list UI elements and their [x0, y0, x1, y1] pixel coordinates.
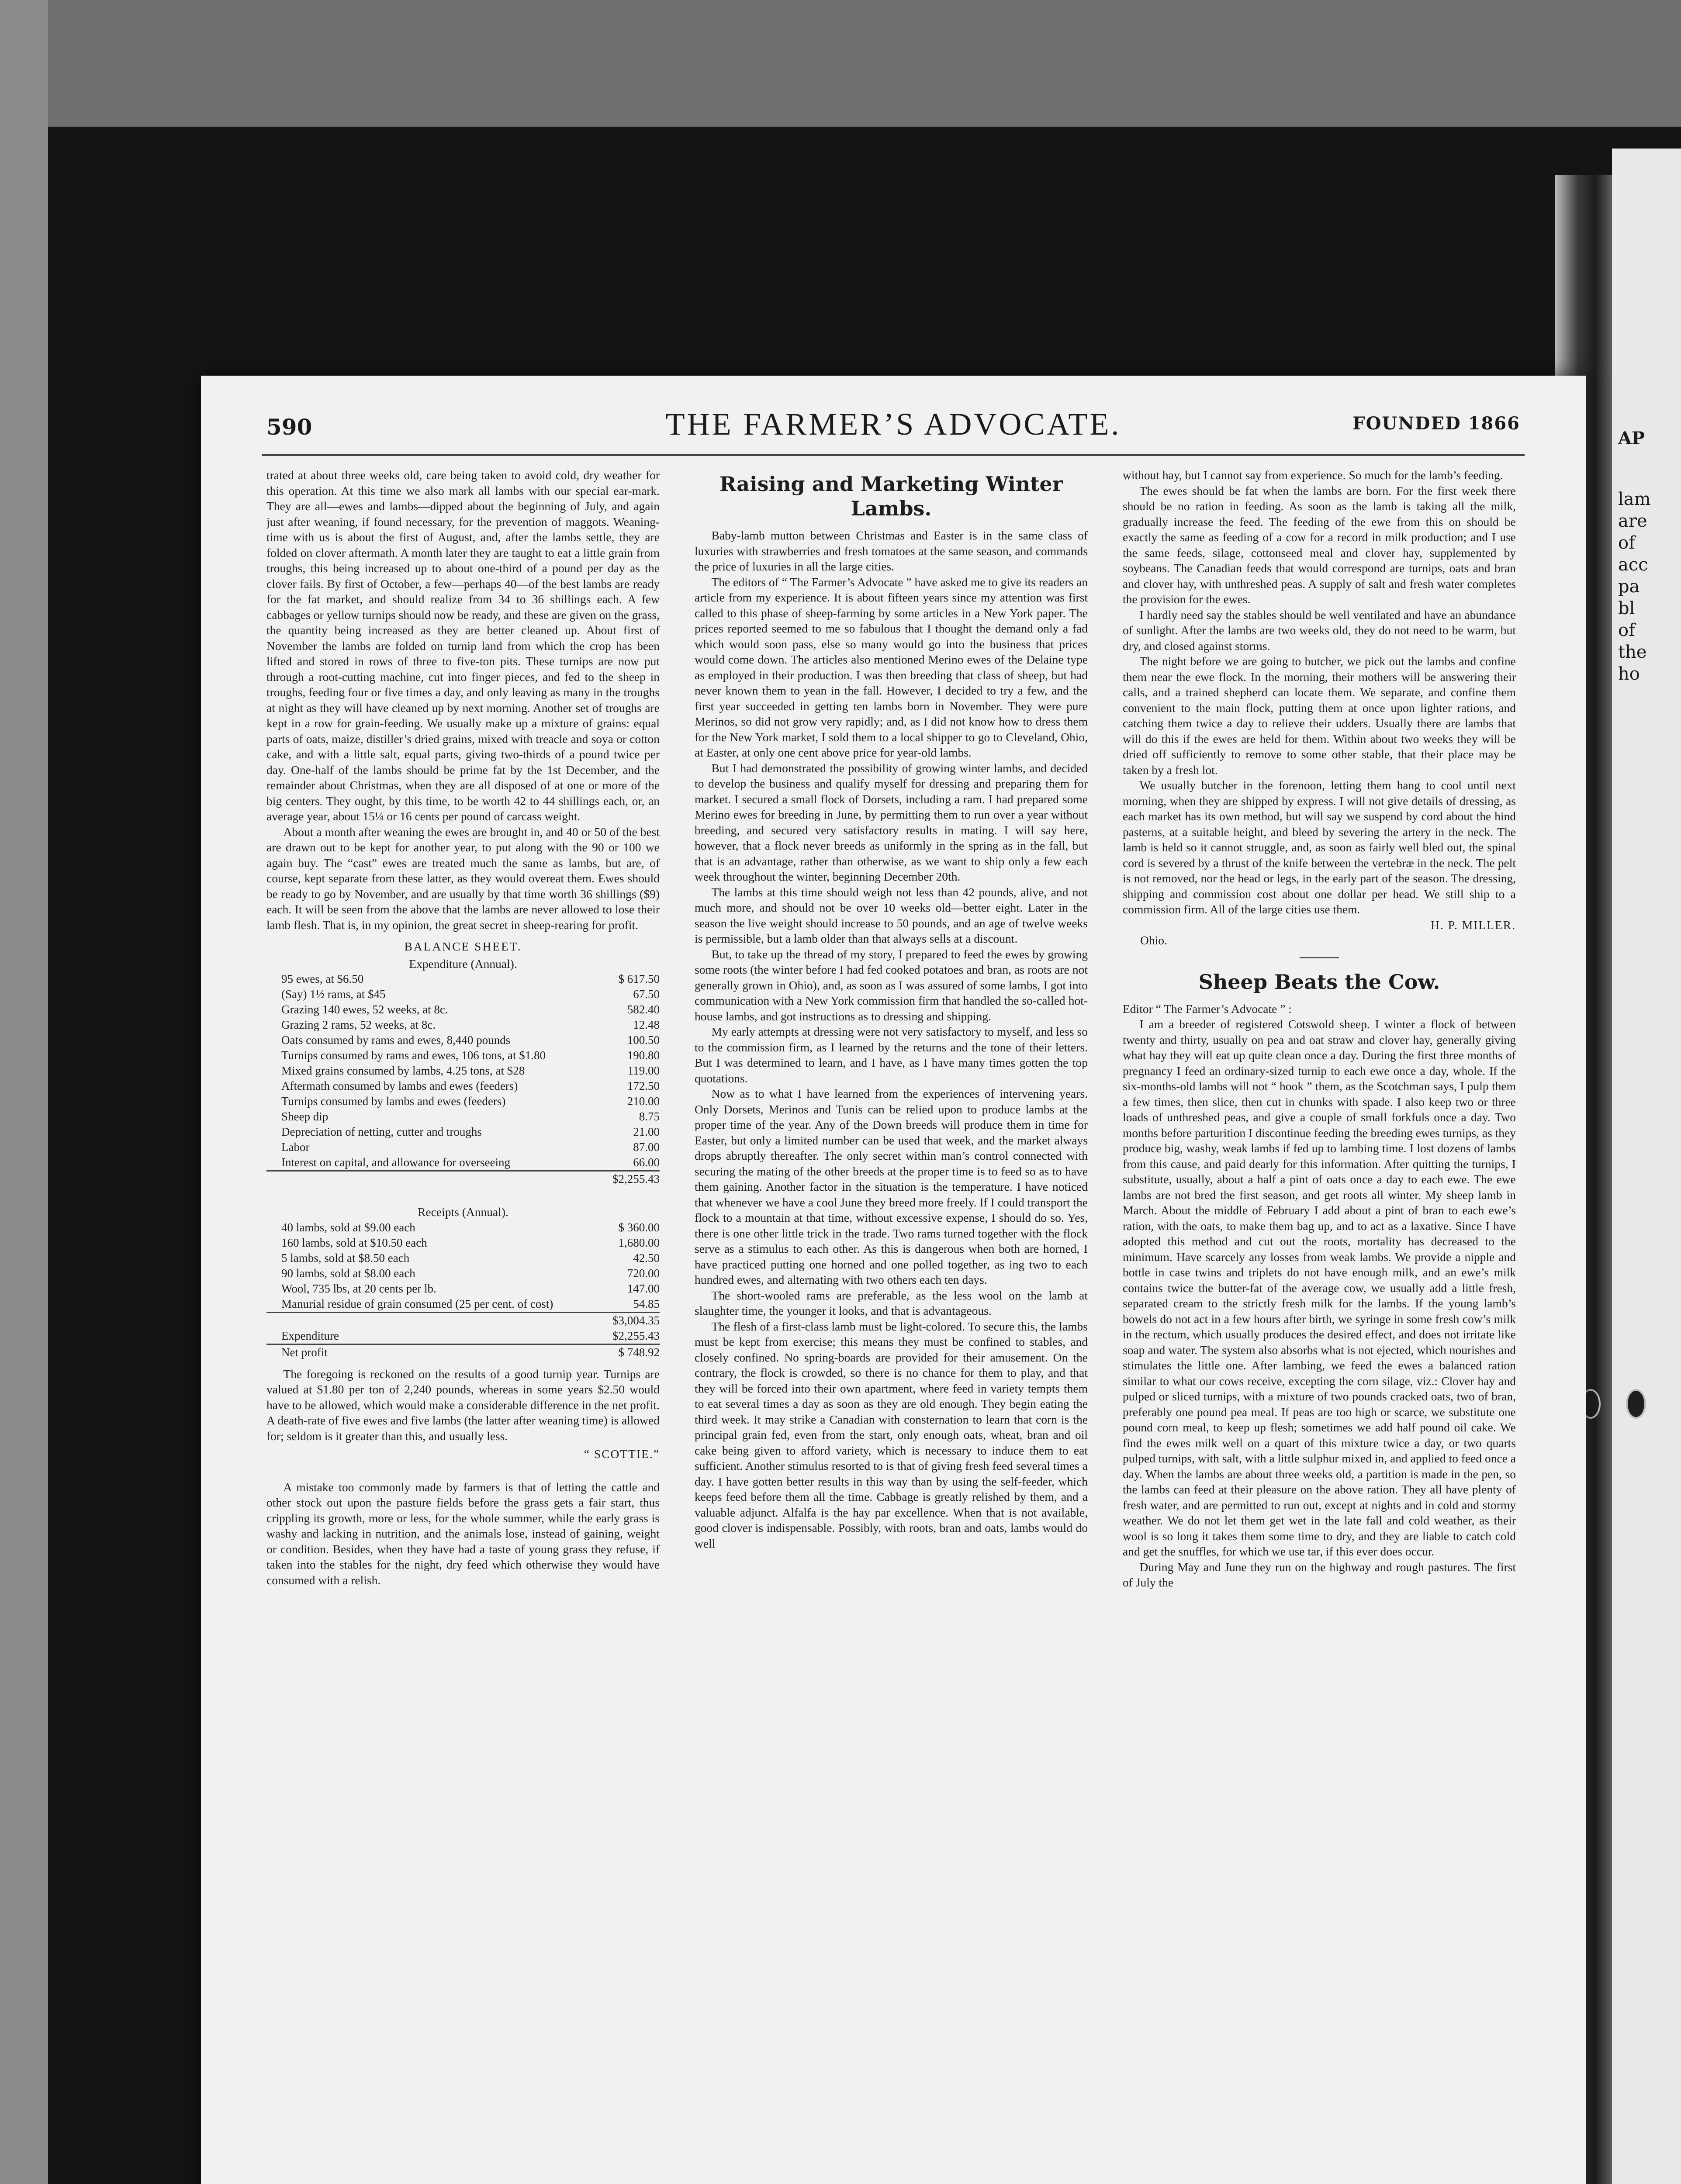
ledger-label: Wool, 735 lbs, at 20 cents per lb. [281, 1282, 436, 1295]
ledger-amount: 87.00 [633, 1140, 660, 1154]
facing-page-strip [1612, 149, 1681, 2184]
facing-page-fragment: pa [1618, 577, 1640, 597]
ledger-row [266, 1124, 660, 1140]
facing-page-fragment: lam [1618, 489, 1651, 509]
ledger-amount: 42.50 [633, 1251, 660, 1265]
ledger-row [266, 1296, 660, 1313]
facing-page-fragment: AP [1618, 428, 1645, 449]
facing-page-fragment: of [1618, 533, 1635, 553]
ledger-label: Grazing 140 ewes, 52 weeks, at 8c. [281, 1003, 448, 1016]
ledger-row [266, 1048, 660, 1063]
ledger-row [266, 1281, 660, 1296]
net-profit-label: Net profit [266, 1344, 590, 1360]
article-paragraph: About a month after weaning the ewes are brought in, and 40 or 50 of the best are drawn out to be kept for another year, to put along with the 90 or 100 we again buy. The “cast” ewes are treated much the same as lambs, but are, of course, kept separate from these latter, as they would overeat them. Ewes should be ready to go by November, and are usually by that time worth 36 shillings ($9) each. It will be seen from the above that the lambs are never allowed to lose their lamb flesh. That is, in my opinion, the great secret in sheep-rearing for profit. [266, 825, 660, 932]
article-heading: Sheep Beats the Cow. [1198, 970, 1440, 994]
expenditure-table [266, 971, 660, 1187]
article-paragraph: trated at about three weeks old, care being taken to avoid cold, dry weather for this operation. At this time we also mark all lambs with our special ear-mark. They are all—ewes and lambs—dipped about the beginning of July, and again just after weaning, if found necessary, for the prevention of maggots. Weaning-time with us is about the first of August, and, after the lambs settle, they are folded on clover aftermath. A month later they are taught to eat a little grain from troughs, this being increased up to about one-third of a pound per day as the clover fails. By first of October, a few—perhaps 40—of the best lambs are ready for the fat market, and should realize from 34 to 36 shillings each. A few cabbages or yellow turnips should now be ready, and these are given on the grass, the quantity being increased as they are better cleaned up. About first of November the lambs are folded on turnip land from which the crop has been lifted and stored in rows of three to five-ton pits. These turnips are now put through a root-cutting machine, cut into finger pieces, and fed to the sheep in troughs, feeding four or five times a day, and only leaving as many in the troughs at night as they will have cleaned up by next morning. Another set of troughs are kept in a row for grain-feeding. We usually make up a mixture of grains: equal parts of oats, maize, distiller’s dried grains, mixed with treacle and soya or cotton cake, and with a little salt, equal parts, giving two-thirds of a pound twice per day. One-half of the lambs should be prime fat by the 1st December, and the remainder about Christmas, when they are all disposed of at one or more of the big centers. They ought, by this time, to be worth 42 to 44 shillings each, or, an average year, about 15¼ or 16 cents per pound of carcass weight. [266, 468, 660, 823]
ledger-row [266, 1094, 660, 1109]
article-paragraph: We usually butcher in the forenoon, letting them hang to cool until next morning, when they are shipped by express. I will not give details of dressing, as each market has its own method, but will say we suspend by cord about the hind pasterns, at a suitable height, and bleed by severing the artery in the neck. The lamb is held so it cannot struggle, and, as soon as fairly well bled out, the spinal cord is severed by a thrust of the knife between the vertebræ in the neck. The pelt is not removed, nor the head or legs, in the early part of the season. The dressing, shipping and commission cost about one dollar per head. We still ship to a commission firm. All of the large cities use them. [1123, 778, 1516, 916]
founded-label: FOUNDED 1866 [1352, 413, 1520, 434]
ledger-label: Interest on capital, and allowance for overseeing [281, 1156, 511, 1169]
ledger-label: Turnips consumed by lambs and ewes (feeders) [281, 1095, 506, 1108]
ledger-label: 90 lambs, sold at $8.00 each [281, 1266, 415, 1280]
ledger-row [266, 1033, 660, 1048]
ledger-row [266, 1328, 660, 1344]
receipts-title: Receipts (Annual). [418, 1205, 508, 1219]
column-3 [1123, 467, 1516, 2184]
ledger-amount: 8.75 [639, 1110, 660, 1123]
ledger-amount: 172.50 [627, 1079, 660, 1092]
balance-sheet-title: BALANCE SHEET. [404, 940, 522, 953]
article-signature: “ SCOTTIE.” [584, 1447, 660, 1461]
ledger-amount: $2,255.43 [612, 1329, 660, 1342]
ledger-label: 40 lambs, sold at $9.00 each [281, 1220, 415, 1234]
head-rule [262, 454, 1525, 456]
facing-page-fragment: the [1618, 642, 1647, 662]
ledger-amount: 582.40 [627, 1003, 660, 1016]
ledger-row [266, 1078, 660, 1094]
ledger-label: Depreciation of netting, cutter and troughs [281, 1125, 482, 1138]
ledger-amount: 66.00 [633, 1156, 660, 1169]
facing-page-fragment: of [1618, 620, 1635, 640]
author-name: H. P. MILLER. [1431, 918, 1516, 932]
article-paragraph: I am a breeder of registered Cotswold sheep. I winter a flock of between twenty and thirty, usually on pea and oat straw and clover hay, generally giving what hay they will eat up quite clean once a day. During the first three months of pregnancy I feed an ordinary-sized turnip to each ewe once a day, whole. If the six-months-old lambs will not “ hook ” them, as the Scotchman says, I pulp them a few times, then slice, then cut in chunks with spade. I also keep two or three loads of unthreshed peas, and give a couple of small forkfuls once a day. Two months before parturition I discontinue feeding the breeding ewes turnips, as they produce big, washy, weak lambs if fed up to lambing time. I lost dozens of lambs from this cause, and paid dearly for this information. After quitting the turnips, I substitute, usually, about a half a pint of oats once a day to each ewe. The ewe lambs are not bred the first season, and get roots all winter. My sheep lamb in March. About the middle of February I add about a pint of bran to each ewe’s ration, with the oats, to make them bag up, and to act as a laxative. Since I have adopted this method and cut out the roots, mortality has decreased to the minimum. Have scarcely any losses from weak lambs. We provide a nipple and bottle in case twins and triplets do not have enough milk, and an ewe’s milk contains twice the butter-fat of the average cow, we usually add a little fresh, separated cream to the strictly fresh milk for the lambs. If the young lamb’s bowels do not act in a few hours after birth, we syringe in some fresh cow’s milk in the rectum, which usually produces the desired effect, and does not irritate like soap and water. The system also absorbs what is not ejected, which nourishes and stimulates the little one. After lambing, we feed the ewes a balanced ration similar to what our cows receive, excepting the corn silage, viz.: Clover hay and pulped or sliced turnips, with a mixture of two pounds cracked oats, two of bran, preferably one pound pea meal. If peas are too high or scarce, we substitute one pound corn meal, to keep up flesh; sometimes we add half pound oil cake. We find the ewes milk well on a quart of this mixture twice a day, or two quarts pulped turnips, with salt, with a little sulphur mixed in, and applied to feed once a day. When the lambs are about three weeks old, a partition is made in the pen, so the lambs can feed at their pleasure on the above ration. They all have plenty of fresh water, and are permitted to run out, except at nights and in cold and stormy weather. We do not let them get wet in the late fall and cold weather, as their wool is so long it takes them some time to dry, and they are liable to catch cold and get the snuffles, for which we use tar, if this ever does occur. [1123, 1017, 1516, 1558]
ledger-row [266, 1251, 660, 1266]
article-paragraph: The editors of “ The Farmer’s Advocate ” have asked me to give its readers an article from my experience. It is about fifteen years since my attention was first called to this phase of sheep-farming by some articles in a New York paper. The prices reported seemed to me so fabulous that I thought the demand only a fad which would soon pass, else so many would go into the business that prices would come down. The articles also mentioned Merino ewes of the Delaine type as employed in their production. I was then breeding that class of sheep, but had never known them to yean in the fall. However, I decided to try a few, and the first year succeeded in getting ten lambs born in November. They were pure Merinos, so did not grow very rapidly; and, as I did not know how to dress them for the New York market, I sold them to a local shipper to go to Cleveland, Ohio, at Easter, at only one cent above price for year-old lambs. [695, 575, 1088, 759]
facing-page-fragment: are [1618, 511, 1647, 531]
facing-page-fragment: bl [1618, 598, 1635, 619]
ledger-label: 5 lambs, sold at $8.50 each [281, 1251, 410, 1265]
article-paragraph: The foregoing is reckoned on the results of a good turnip year. Turnips are valued at $1.80 per ton of 2,240 pounds, whereas in some years $2.50 would have to be allowed, which would make a considerable difference in the net profit. A death-rate of five ewes and five lambs (the latter after weaning time) is allowed for; seldom is it greater than this, and usually less. [266, 1367, 660, 1443]
ledger-label: Oats consumed by rams and ewes, 8,440 pounds [281, 1033, 511, 1047]
ledger-total-row [266, 1344, 660, 1360]
receipts-table [266, 1220, 660, 1360]
binding-hole [1626, 1389, 1646, 1419]
ledger-amount: 210.00 [627, 1095, 660, 1108]
ledger-amount: 67.50 [633, 988, 660, 1001]
scan-background-left [0, 0, 48, 2184]
ledger-label: Grazing 2 rams, 52 weeks, at 8c. [281, 1018, 436, 1031]
receipts-total: $3,004.35 [590, 1312, 660, 1328]
ledger-label: Expenditure [281, 1329, 339, 1342]
expenditure-total: $2,255.43 [590, 1171, 660, 1187]
ledger-label: Turnips consumed by rams and ewes, 106 tons, at $1.80 [281, 1049, 546, 1062]
author-place: Ohio. [1140, 933, 1167, 947]
article-heading: Raising and Marketing Winter Lambs. [719, 472, 1063, 520]
article-paragraph: The flesh of a first-class lamb must be light-colored. To secure this, the lambs must be kept from exercise; this means they must be confined to stables, and closely confined. No spring-boards are provided for their amusement. On the contrary, the flock is crowded, so there is no chance for them to play, and that they will be forced into their own apartment, where feed in variety tempts them to eat several times a day as soon as they are old enough. They begin eating the third week. It may strike a Canadian with consternation to learn that corn is the principal grain fed, even from the start, only enough oats, wheat, bran and oil cake being given to afford variety, which is necessary to induce them to eat sufficient. Another stimulus resorted to is that of giving fresh feed several times a day. I have gotten better results in this way than by using the self-feeder, which keeps feed before them all the time. Cabbage is greatly relished by them, and a valuable adjunct. Alfalfa is the hay par excellence. When that is not available, good clover is indispensable. Possibly, with roots, bran and oats, lambs would do well [695, 1319, 1088, 1550]
ledger-label: 160 lambs, sold at $10.50 each [281, 1236, 427, 1249]
ledger-amount: 1,680.00 [618, 1236, 660, 1249]
article-paragraph: Baby-lamb mutton between Christmas and Easter is in the same class of luxuries with strawberries and fresh tomatoes at the same season, and commands the price of luxuries in all the large cities. [695, 529, 1088, 573]
ledger-amount: 12.48 [633, 1018, 660, 1031]
article-paragraph: I hardly need say the stables should be well ventilated and have an abundance of sunlight. After the lambs are two weeks old, they do not need to be warm, but dry, and closed against storms. [1123, 608, 1516, 653]
ledger-label: Mixed grains consumed by lambs, 4.25 tons, at $28 [281, 1064, 525, 1077]
net-profit-amount: $ 748.92 [590, 1344, 660, 1360]
letter-salutation: Editor “ The Farmer’s Advocate ” : [1123, 1002, 1292, 1016]
ledger-row [266, 1220, 660, 1235]
article-paragraph: My early attempts at dressing were not very satisfactory to myself, and less so to the commission firm, as I learned by the returns and the tone of their letters. But I was determined to learn, and I have, as I have many times gotten the top quotations. [695, 1025, 1088, 1085]
ledger-row [266, 987, 660, 1002]
ledger-row [266, 1235, 660, 1251]
ledger-amount: 147.00 [627, 1282, 660, 1295]
ledger-label: Labor [281, 1140, 310, 1154]
article-paragraph: Now as to what I have learned from the experiences of intervening years. Only Dorsets, Merinos and Tunis can be relied upon to produce lambs at the proper time of the year. Any of the Down breeds will produce them in time for Easter, but only a limited number can be used that week, and the market always drops abruptly thereafter. The only secret within man’s control connected with securing the mating of the other breeds at the proper time is to feed so as to have them gaining. Another factor in the situation is the temperature. I have noticed that whenever we have a cool June they breed more freely. If I could transport the flock to a mountain at that time, without excessive expense, I should do so. Yes, there is one other little trick in the trade. Two rams turned together with the flock serve as a stimulus to each other. As this is dangerous when both are horned, I have practiced putting one horned and one polled together, as ing two to each hundred ewes, and alternating with two others each ten days. [695, 1087, 1088, 1286]
ledger-label: (Say) 1½ rams, at $45 [281, 988, 386, 1001]
article-paragraph: A mistake too commonly made by farmers is that of letting the cattle and other stock out upon the pasture fields before the grass gets a fair start, thus crippling its growth, more or less, for the whole summer, while the early grass is washy and lacking in nutrition, and the animals lose, instead of gaining, weight or condition. Besides, when they have had a taste of young grass they refuse, if taken into the stables for the night, dry feed which otherwise they would have consumed with a relish. [266, 1480, 660, 1587]
section-separator [1300, 957, 1339, 958]
ledger-amount: 720.00 [627, 1266, 660, 1280]
running-head [201, 406, 1586, 454]
ledger-row [266, 971, 660, 987]
ledger-row [266, 1140, 660, 1155]
ledger-total-row [266, 1171, 660, 1187]
article-paragraph: without hay, but I cannot say from experience. So much for the lamb’s feeding. [1123, 468, 1503, 482]
column-1 [266, 467, 660, 2184]
ledger-row [266, 1155, 660, 1171]
ledger-amount: $ 360.00 [618, 1220, 660, 1234]
page-number: 590 [266, 414, 312, 440]
ledger-amount: 21.00 [633, 1125, 660, 1138]
ledger-label: Aftermath consumed by lambs and ewes (feeders) [281, 1079, 518, 1092]
column-2 [695, 467, 1088, 2184]
article-paragraph: The night before we are going to butcher, we pick out the lambs and confine them near the ewe flock. In the morning, their mothers will be answering their calls, and a trained shepherd can locate them. We separate, and confine them convenient to the main flock, putting them at once upon lighter rations, and catching them twice a day to relieve their udders. Usually there are lambs that will do this if the ewes are held for them. Within about two weeks they will be dried off sufficiently to remove to some other stable, that their place may be taken by a fresh lot. [1123, 654, 1516, 777]
article-paragraph: The short-wooled rams are preferable, as the less wool on the lamb at slaughter time, the younger it looks, and that is advantageous. [695, 1288, 1088, 1317]
ledger-row [266, 1266, 660, 1281]
ledger-amount: 119.00 [627, 1064, 660, 1077]
facing-page-fragment: ho [1618, 664, 1640, 684]
expenditure-title: Expenditure (Annual). [409, 957, 517, 971]
ledger-row [266, 1002, 660, 1017]
ledger-label: Manurial residue of grain consumed (25 per cent. of cost) [281, 1297, 553, 1310]
masthead-title: THE FARMER’S ADVOCATE. [665, 407, 1121, 442]
ledger-label: Sheep dip [281, 1110, 329, 1123]
article-paragraph: But, to take up the thread of my story, I prepared to feed the ewes by growing some roots (the winter before I had fed cooked potatoes and bran, as roots are not generally grown in Ohio), and, as soon as I was assured of some lambs, I got into communication with a New York commission firm that handled the so-called hot-house lambs, and got instructions as to dressing and shipping. [695, 947, 1088, 1023]
ledger-amount: 54.85 [633, 1297, 660, 1310]
article-paragraph: During May and June they run on the highway and rough pastures. The first of July the [1123, 1560, 1516, 1589]
ledger-total-row [266, 1312, 660, 1328]
ledger-label: 95 ewes, at $6.50 [281, 972, 364, 985]
article-paragraph: But I had demonstrated the possibility of growing winter lambs, and decided to develop the business and qualify myself for dressing and preparing them for market. I secured a small flock of Dorsets, including a ram. I had prepared some Merino ewes for breeding in June, by permitting them to run over a year without breeding, and secured very satisfactory results in mating. I will say here, however, that a flock never breeds as uniformly in the spring as in the fall, but that is an advantage, rather than otherwise, as we want to ship only a few each week throughout the winter, beginning December 20th. [695, 761, 1088, 883]
ledger-amount: 100.50 [627, 1033, 660, 1047]
ledger-row [266, 1063, 660, 1078]
ledger-amount: $ 617.50 [618, 972, 660, 985]
article-paragraph: The lambs at this time should weigh not less than 42 pounds, alive, and not much more, and should not be over 10 weeks old—better eight. Later in the season the live weight should increase to 50 pounds, and an age of twelve weeks is permissible, but a lamb older than that always sells at a discount. [695, 885, 1088, 945]
facing-page-fragment: acc [1618, 555, 1648, 575]
article-paragraph: The ewes should be fat when the lambs are born. For the first week there should be no ration in feeding. As soon as the lamb is taking all the milk, gradually increase the feed. The feeding of the ewe from this on should be exactly the same as feeding of a cow for a record in milk production; and I use the same feeds, silage, cottonseed meal and clover hay, supplemented by soybeans. The Canadian feeds that would correspond are turnips, oats and bran and clover hay, with unthreshed peas. A supply of salt and fresh water completes the provision for the ewes. [1123, 484, 1516, 606]
ledger-row [266, 1017, 660, 1033]
ledger-amount: 190.80 [627, 1049, 660, 1062]
ledger-row [266, 1109, 660, 1124]
newspaper-page [201, 376, 1586, 2184]
